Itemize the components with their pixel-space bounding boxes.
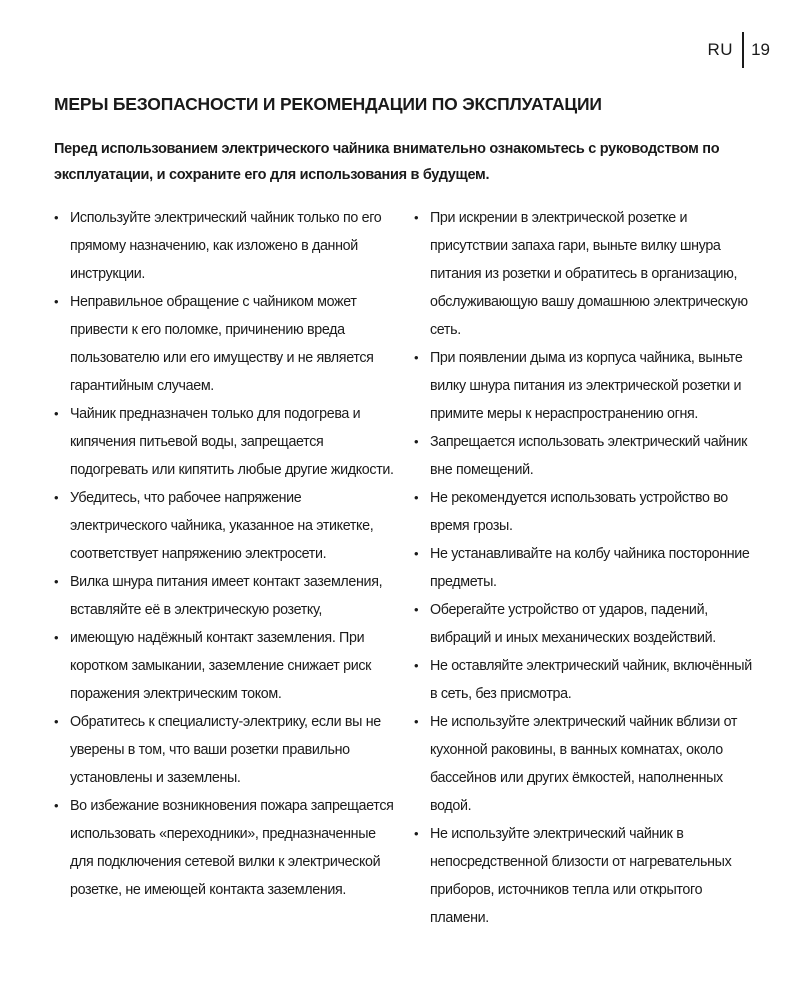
page-number: 19 xyxy=(751,40,770,59)
language-code: RU xyxy=(707,40,734,59)
list-item: • Не оставляйте электрический чайник, включённый в сеть, без присмотра. xyxy=(414,652,754,708)
list-item: • Не рекомендуется использовать устройство во время грозы. xyxy=(414,484,754,540)
list-item: • Чайник предназначен только для подогрева и кипячения питьевой воды, запрещается подогревать или кипятить любые другие жидкости. xyxy=(54,400,394,484)
list-item: • Убедитесь, что рабочее напряжение электрического чайника, указанное на этикетке, соответствует напряжению электросети. xyxy=(54,484,394,568)
list-item: • Во избежание возникновения пожара запрещается использовать «переходники», предназначенные для подключения сетевой вилки к электрической розетке, не имеющей контакта заземления. xyxy=(54,792,394,904)
list-item: • имеющую надёжный контакт заземления. При коротком замыкании, заземление снижает риск поражения электрическим током. xyxy=(54,624,394,708)
intro-paragraph: Перед использованием электрического чайника внимательно ознакомьтесь с руководством по эксплуатации, и сохраните его для использования в будущем. xyxy=(54,141,720,183)
list-item: • Запрещается использовать электрический чайник вне помещений. xyxy=(414,428,754,484)
two-column-list xyxy=(54,204,754,932)
list-item: • Не устанавливайте на колбу чайника посторонние предметы. xyxy=(414,540,754,596)
list-item: • Обратитесь к специалисту-электрику, если вы не уверены в том, что ваши розетки правильно установлены и заземлены. xyxy=(54,708,394,792)
section-title: МЕРЫ БЕЗОПАСНОСТИ И РЕКОМЕНДАЦИИ ПО ЭКСПЛУАТАЦИИ xyxy=(54,94,602,114)
page-header xyxy=(708,36,770,64)
right-column xyxy=(414,204,754,932)
left-column xyxy=(54,204,394,932)
list-item: • Не используйте электрический чайник в непосредственной близости от нагревательных приборов, источников тепла или открытого пламени. xyxy=(414,820,754,932)
list-item: • Оберегайте устройство от ударов, падений, вибраций и иных механических воздействий. xyxy=(414,596,754,652)
list-item: • При появлении дыма из корпуса чайника, выньте вилку шнура питания из электрической розетки и примите меры к нераспространению огня. xyxy=(414,344,754,428)
list-item: • Неправильное обращение с чайником может привести к его поломке, причинению вреда пользователю или его имуществу и не является гарантийным случаем. xyxy=(54,288,394,400)
document-body xyxy=(54,92,754,932)
list-item: • Не используйте электрический чайник вблизи от кухонной раковины, в ванных комнатах, около бассейнов или других ёмкостей, наполненных водой. xyxy=(414,708,754,820)
list-item: • Используйте электрический чайник только по его прямому назначению, как изложено в данной инструкции. xyxy=(54,204,394,288)
list-item: • Вилка шнура питания имеет контакт заземления, вставляйте её в электрическую розетку, xyxy=(54,568,394,624)
list-item: • При искрении в электрической розетке и присутствии запаха гари, выньте вилку шнура питания из розетки и обратитесь в организацию, обслуживающую вашу домашнюю электрическую сеть. xyxy=(414,204,754,344)
